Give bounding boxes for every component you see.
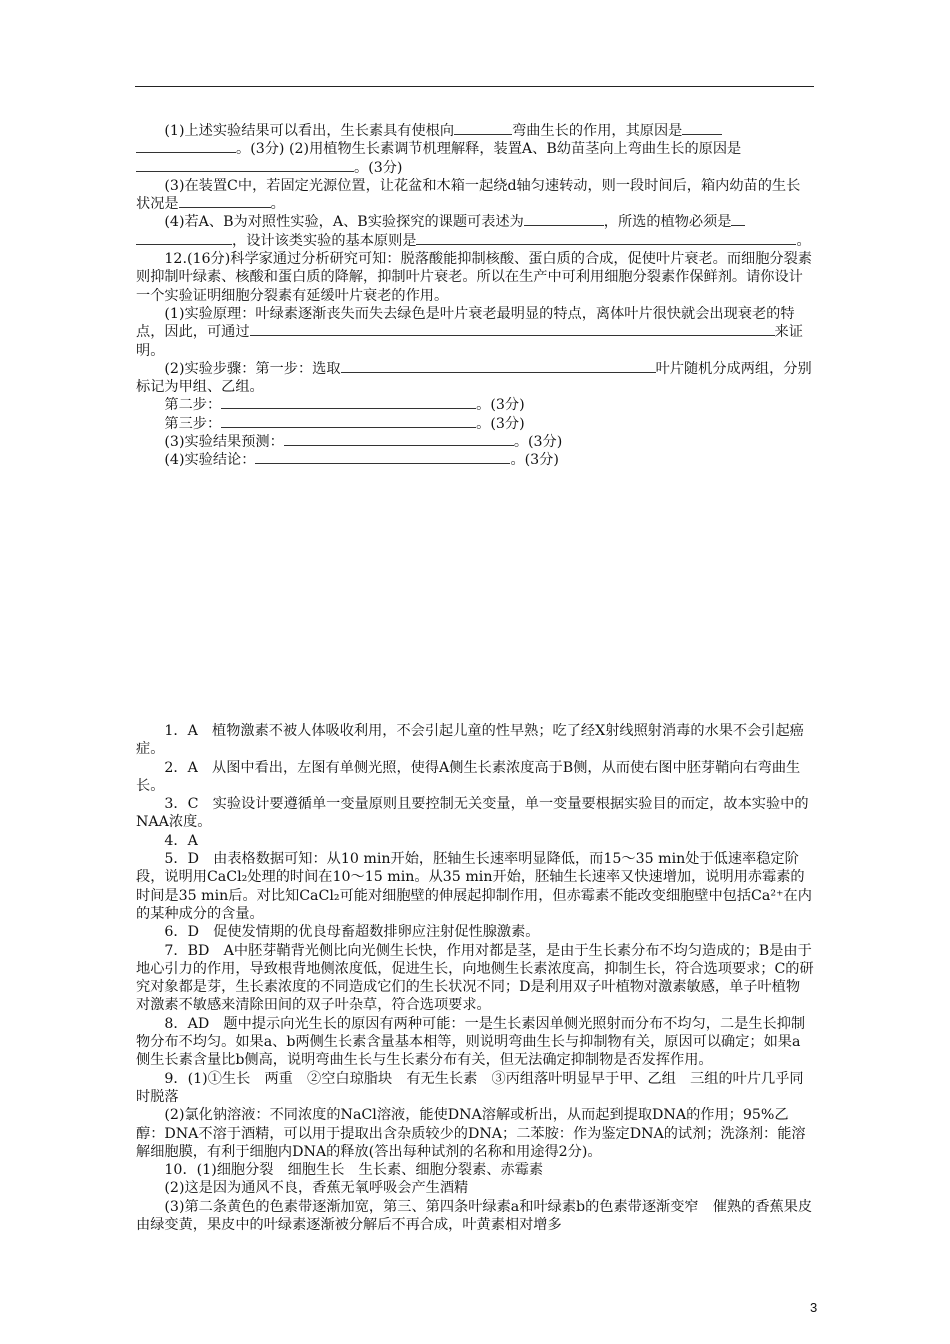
questions-section [136,122,814,470]
q12-step3: 第三步： 。(3分) [164,415,525,432]
answer-item: 8．AD 题中提示向光生长的原因有两种可能：一是生长素因单侧光照射而分布不均匀，二是生长抑制物分布不均匀。如果a、b两侧生长素含量基本相等，则说明弯曲生长与抑制物有关，原因可以确定；如果a侧生长素含量比b侧高，说明弯曲生长与生长素分布有关，但无法确定抑制物是否发挥作用。 [136,1015,806,1069]
answer-item: 2．A 从图中看出，左图有单侧光照，使得A侧生长素浓度高于B侧，从而使右图中胚芽鞘向右弯曲生长。 [136,759,801,794]
answer-item: (2)氯化钠溶液：不同浓度的NaCl溶液，能使DNA溶解或析出，从而起到提取DNA的作用；95%乙醇：DNA不溶于酒精，可以用于提取出含杂质较少的DNA；二苯胺：作为鉴定DNA的试剂；洗涤剂：能溶解细胞膜，有利于细胞内DNA的释放(答出每种试剂的名称和用途得2分)。 [136,1107,806,1160]
answer-item: 7．BD A中胚芽鞘背光侧比向光侧生长快，作用对都是茎，是由于生长素分布不均匀造成的；B是由于地心引力的作用，导致根背地侧浓度低，促进生长，向地侧生长素浓度高，抑制生长，符合选项要求；C的研究对象都是芽，生长素浓度的不同造成它们的生长状况不同；D是利用双子叶植物对激素敏感，单子叶植物对激素不敏感来清除田间的双子叶杂草，符合选项要求。 [136,942,814,1014]
q12-steps: (2)实验步骤：第一步：选取 叶片随机分成两组，分别标记为甲组、乙组。 [136,360,812,396]
q11-part4: (4)若A、B为对照性实验，A、B实验探究的课题可表述为 ，所选的植物必须是，设计该类实验的基本原则是 。 [136,213,814,250]
answer-item: (3)第二条黄色的色素带逐渐加宽，第三、第四条叶绿素a和叶绿素b的色素带逐渐变窄 催熟的香蕉果皮由绿变黄，果皮中的叶绿素逐渐被分解后不再合成，叶黄素相对增多 [136,1198,813,1234]
answer-item: 4．A [164,832,198,849]
header-rule [135,86,814,87]
answer-item: 6．D 促使发情期的优良母畜超数排卵应注射促性腺激素。 [164,924,540,941]
q12-intro: 12.(16分)科学家通过分析研究可知：脱落酸能抑制核酸、蛋白质的合成，促使叶片衰老。而细胞分裂素则抑制叶绿素、核酸和蛋白质的降解，抑制叶片衰老。所以在生产中可利用细胞分裂素作保鲜剂。请你设计一个实验证明细胞分裂素有延缓叶片衰老的作用。 [136,251,812,304]
q12-principle: (1)实验原理：叶绿素逐渐丧失而失去绿色是叶片衰老最明显的特点，离体叶片很快就会出现衰老的特点，因此，可通过 来证明。 [136,305,803,359]
answer-item: (2)这是因为通风不良，香蕉无氧呼吸会产生酒精 [164,1180,469,1197]
answer-item: 5．D 由表格数据可知：从10 min开始，胚轴生长速率明显降低，而15～35 min处于低速率稳定阶段，说明用CaCl₂处理的时间在10～15 min。从35 min开始，胚轴生长速率又快速增加，说明用赤霉素的时间是35 min后。对比知CaCl₂可能对细胞壁的伸展起抑制作用，但赤霉素不能改变细胞壁中包括Ca²⁺在内的某种成分的含量。 [136,851,812,922]
answer-item: 10．(1)细胞分裂 细胞生长 生长素、细胞分裂素、赤霉素 [164,1162,544,1179]
page-number: 3 [810,1300,818,1315]
q12-step2: 第二步： 。(3分) [164,397,525,414]
q11-part1: (1)上述实验结果可以看出，生长素具有使根向 弯曲生长的作用，其原因是。(3分) (2)用植物生长素调节机理解释，装置A、B幼苗茎向上弯曲生长的原因是。(3分) [136,122,814,177]
q11-part3: (3)在装置C中，若固定光源位置，让花盆和木箱一起绕d轴匀速转动，则一段时间后，箱内幼苗的生长状况是 。 [136,177,801,213]
q12-prediction: (3)实验结果预测： 。(3分) [164,434,563,451]
answer-item: 3．C 实验设计要遵循单一变量原则且要控制无关变量，单一变量要根据实验目的而定，故本实验中的NAA浓度。 [136,796,809,831]
answers-section [136,722,814,1234]
answer-item: 9．(1)①生长 两重 ②空白琼脂块 有无生长素 ③丙组落叶明显早于甲、乙组 三组的叶片几乎同时脱落 [136,1070,804,1105]
answer-item: 1．A 植物激素不被人体吸收利用，不会引起儿童的性早熟；吃了经X射线照射消毒的水果不会引起癌症。 [136,723,804,758]
q12-conclusion: (4)实验结论： 。(3分) [164,452,559,469]
